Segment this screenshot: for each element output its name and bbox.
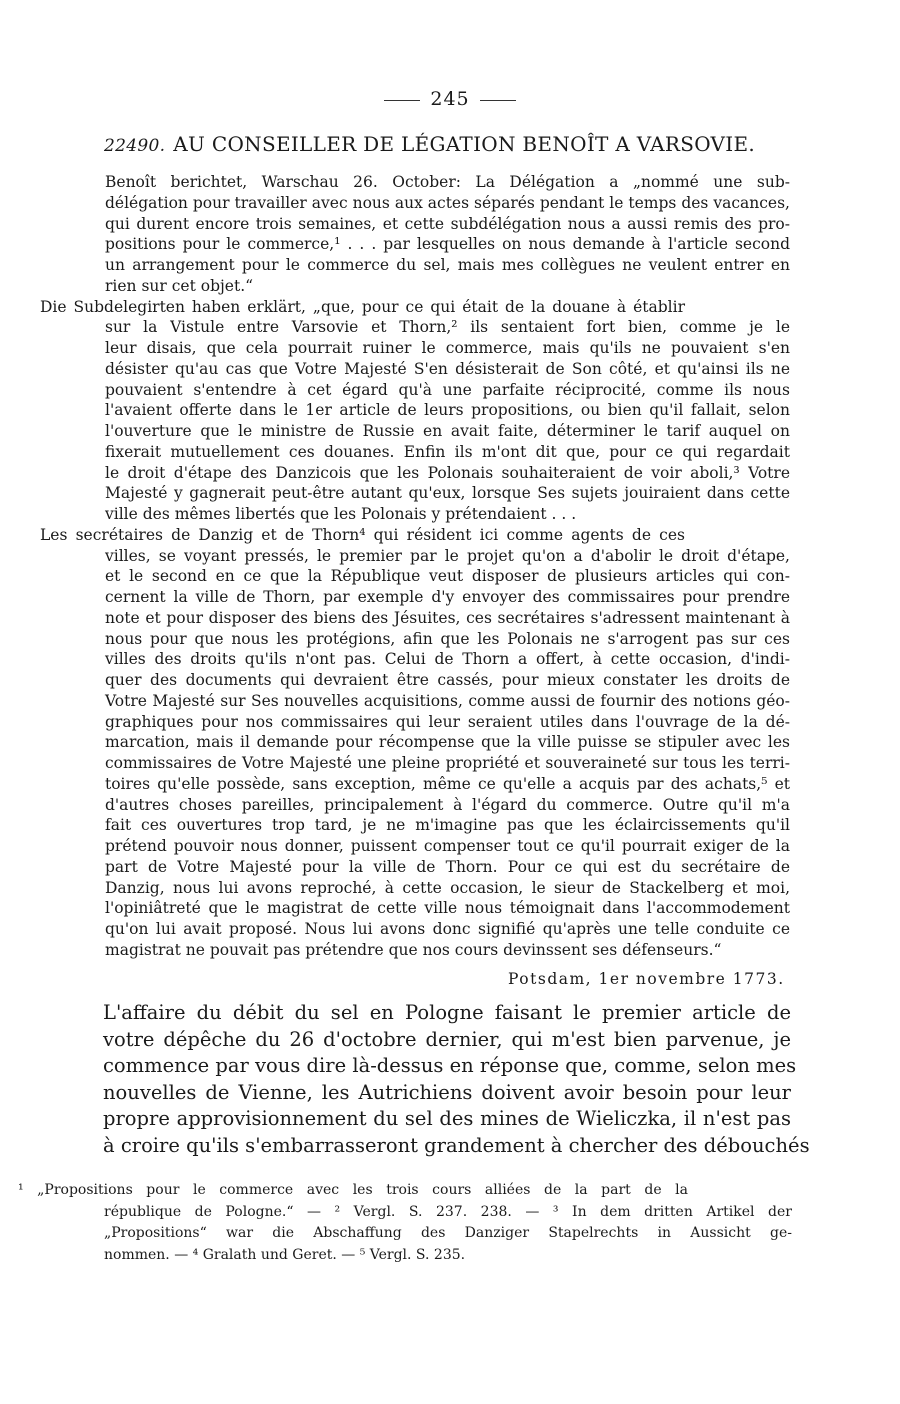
quote-line: désister qu'au cas que Votre Majesté S'en désisterait de Son côté, et qu'ainsi ils ne [105,359,790,378]
quote-line: toires qu'elle possède, sans exception, même ce qu'elle a acquis par des achats,⁵ et [105,774,790,793]
quote-line: qui durent encore trois semaines, et cette subdélégation nous a aussi remis des pro- [105,214,790,233]
quote-line: pouvaient s'entendre à cet égard qu'à une parfaite réciprocité, comme ils nous [105,380,790,399]
quote-line: sur la Vistule entre Varsovie et Thorn,² ils sentaient fort bien, comme je le [105,318,790,337]
quote-line: magistrat ne pouvait pas prétendre que nos cours devinssent ses défenseurs.“ [105,940,722,959]
footnote-line: république de Pologne.“ — ² Vergl. S. 237. 238. — ³ In dem dritten Artikel der [104,1203,792,1220]
quote-line: cernent la ville de Thorn, par exemple d'y envoyer des commissaires pour prendre [105,588,790,606]
quote-line: villes, se voyant pressés, le premier par le projet qu'on a d'abolir le droit d'étape, [105,546,790,565]
page-number-text: 245 [430,88,470,110]
quote-line: nous pour que nous les protégions, afin que les Polonais ne s'arrogent pas sur ces [105,629,790,648]
body-line: à croire qu'ils s'embarrasseront grandement à chercher des débouchés [103,1133,810,1157]
quote-line: quer des documents qui devraient être cassés, pour mieux constater les droits de [105,671,790,689]
quote-line: Benoît berichtet, Warschau 26. October: La Délégation a „nommé une sub- [105,173,790,191]
quote-line: l'ouverture que le ministre de Russie en avait faite, déterminer le tarif auquel on [105,422,790,440]
quote-line: Die Subdelegirten haben erklärt, „que, pour ce qui était de la douane à établir [40,297,685,316]
quote-line: positions pour le commerce,¹ . . . par lesquelles on nous demande à l'article second [105,235,790,254]
quote-line: commissaires de Votre Majesté une pleine propriété et souveraineté sur tous les terri- [105,754,790,772]
quote-line: part de Votre Majesté pour la ville de Thorn. Pour ce qui est du secrétaire de [105,857,790,876]
quote-line: qu'on lui avait proposé. Nous lui avons donc signifié qu'après une telle conduite ce [105,920,790,938]
quote-line: l'opiniâtreté que le magistrat de cette ville nous témoignait dans l'accommodement [105,899,790,918]
quote-line: l'avaient offerte dans le 1er article de leurs propositions, ou bien qu'il fallait, selon [105,401,790,420]
quote-line: villes des droits qu'ils n'ont pas. Celui de Thorn a offert, à cette occasion, d'indi- [105,650,790,669]
quote-line: ville des mêmes libertés que les Polonais y prétendaient . . . [105,505,577,523]
page-number [0,88,900,110]
quote-line: fait ces ouvertures trop tard, je ne m'imagine pas que les éclaircissements qu'il [105,816,790,835]
quote-line: prétend pouvoir nous donner, puissent compenser tout ce qu'il pourrait exiger de la [105,837,790,855]
quote-line: le droit d'étape des Danzicois que les Polonais souhaiteraient de voir aboli,³ Votre [105,463,790,482]
quote-line: délégation pour travailler avec nous aux actes séparés pendant le temps des vacances, [105,193,790,212]
quote-line: Votre Majesté sur Ses nouvelles acquisitions, comme aussi de fournir des notions géo- [105,691,790,710]
page-number-dash-left [384,100,420,101]
quote-line: note et pour disposer des biens des Jésuites, ces secrétaires s'adressent maintenant à [105,608,790,627]
quote-line: Majesté y gagnerait peut-être autant qu'eux, lorsque Ses sujets jouiraient dans cette [105,484,790,503]
quote-line: un arrangement pour le commerce du sel, mais mes collègues ne veulent entrer en [105,256,790,274]
body-line: L'affaire du débit du sel en Pologne faisant le premier article de [103,1001,791,1024]
footnote-line: nommen. — ⁴ Gralath und Geret. — ⁵ Vergl. S. 235. [104,1246,466,1263]
letter-heading [104,132,794,156]
quote-line: Danzig, nous lui avons reproché, à cette occasion, le sieur de Stackelberg et moi, [105,878,790,897]
body-line: votre dépêche du 26 d'octobre dernier, qui m'est bien parvenue, je [103,1027,791,1051]
letter-number: 22490. [104,136,166,156]
place-date-line: Potsdam, 1er novembre 1773. [508,970,785,988]
body-line: nouvelles de Vienne, les Autrichiens doivent avoir besoin pour leur [103,1080,791,1104]
quote-line: et le second en ce que la République veut disposer de plusieurs articles qui con- [105,567,790,586]
footnote-line: „Propositions“ war die Abschaffung des Danziger Stapelrechts in Aussicht ge- [104,1225,792,1241]
quote-line: Les secrétaires de Danzig et de Thorn⁴ qui résident ici comme agents de ces [40,525,685,544]
body-line: propre approvisionnement du sel des mines de Wieliczka, il n'est pas [103,1107,791,1130]
quote-line: marcation, mais il demande pour récompense que la ville puisse se stipuler avec les [105,733,790,752]
page-number-dash-right [480,100,516,101]
quote-line: rien sur cet objet.“ [105,276,254,295]
quote-line: d'autres choses pareilles, principalement à l'égard du commerce. Outre qu'il m'a [105,795,790,814]
quote-line: leur disais, que cela pourrait ruiner le commerce, mais qu'ils ne pouvaient s'en [105,339,790,357]
body-line: commence par vous dire là-dessus en réponse que, comme, selon mes [103,1054,797,1077]
letter-title: AU CONSEILLER DE LÉGATION BENOÎT A VARSOVIE. [173,132,756,156]
quote-line: graphiques pour nos commissaires qui leur seraient utiles dans l'ouvrage de la dé- [105,712,790,731]
footnote-line: ¹ „Propositions pour le commerce avec les trois cours alliées de la part de la [18,1182,688,1198]
quote-line: fixerait mutuellement ces douanes. Enfin ils m'ont dit que, pour ce qui regardait [105,442,790,461]
